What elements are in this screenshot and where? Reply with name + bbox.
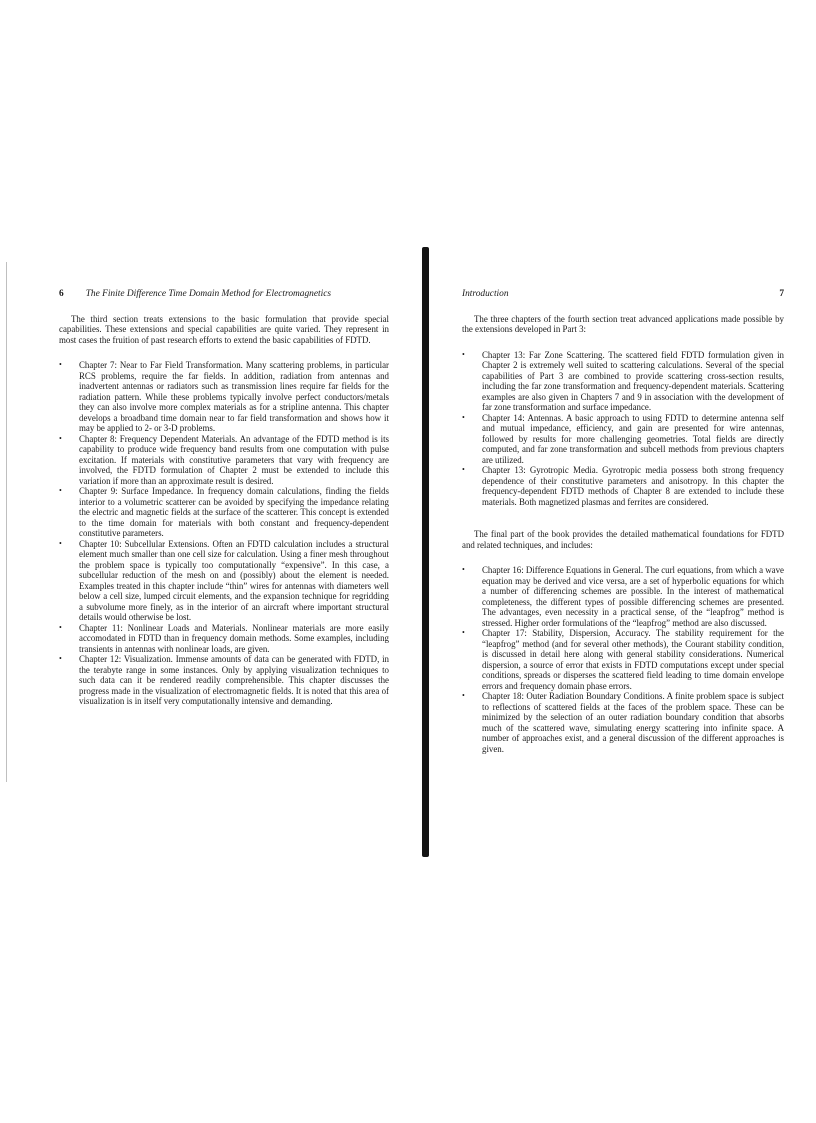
list-item: • Chapter 11: Nonlinear Loads and Materials. Nonlinear materials are more easily accomodated in FDTD than in frequency domain methods. Some examples, including transients in antennas with nonlinear loads, are given. [59,623,389,655]
list-item: • Chapter 18: Outer Radiation Boundary Conditions. A finite problem space is subject to reflections of scattered fields at the faces of the problem space. These can be minimized by the selection of an outer radiation boundary condition that absorbs much of the scattered wave, simulating energy scattering into infinite space. A number of approaches exist, and a general discussion of the different approaches is given. [462,691,784,754]
left-chapter-list [59,360,389,707]
list-item: • Chapter 13: Far Zone Scattering. The scattered field FDTD formulation given in Chapter 2 is extremely well suited to scattering calculations. Several of the special capabilities of Part 3 are combined to provide scattering cross-section results, including the far zone transformation and frequency-dependent materials. Scattering examples are also given in Chapters 7 and 9 in association with the development of far zone transformation and surface impedance. [462,350,784,413]
right-page-number: 7 [779,289,784,299]
list-item: • Chapter 8: Frequency Dependent Materials. An advantage of the FDTD method is its capability to produce wide frequency band results from one computation with pulse excitation. If materials with constitutive parameters that vary with frequency are involved, the FDTD formulation of Chapter 2 must be extended to include this variation if more than an approximate result is desired. [59,434,389,487]
left-running-header [59,289,389,300]
right-running-header [462,289,784,300]
list-item: • Chapter 12: Visualization. Immense amounts of data can be generated with FDTD, in the terabyte range in some instances. Only by applying visualization techniques to such data can it be rendered readily comprehensible. This chapter discusses the progress made in the visualization of electromagnetic fields. It is noted that this area of visualization is in itself very computationally intensive and demanding. [59,654,389,707]
list-item: • Chapter 7: Near to Far Field Transformation. Many scattering problems, in particular RCS problems, require the far fields. In addition, radiation from antennas and inadvertent antennas or radiators such as transmission lines require far fields for the radiation pattern. While these problems typically involve perfect conductors/metals they can also involve more complex materials as for a stripline antenna. This chapter develops a broadband time domain near to far field transformation and shows how it may be applied to 2- or 3-D problems. [59,360,389,434]
list-item: • Chapter 16: Difference Equations in General. The curl equations, from which a wave equation may be derived and vice versa, are a set of hyperbolic equations for which a number of differencing schemes are possible. In the interest of mathematical completeness, the different types of possible differencing schemes are presented. The advantages, even necessity in a practical sense, of the “leapfrog” method is stressed. Higher order formulations of the “leapfrog” method are also discussed. [462,565,784,628]
list-item: • Chapter 14: Antennas. A basic approach to using FDTD to determine antenna self and mutual impedance, efficiency, and gain are presented for wire antennas, followed by results for more challenging geometries. Total fields are directly computed, and far zone transformation and subcell methods from previous chapters are utilized. [462,413,784,466]
right-page [462,289,784,768]
left-page-number: 6 [59,289,64,299]
right-running-title: Introduction [462,289,509,299]
right-chapter-list [462,350,784,508]
list-item: • Chapter 10: Subcellular Extensions. Often an FDTD calculation includes a structural element much smaller than one cell size for calculation. Using a finer mesh throughout the problem space is typically too computationally “expensive”. In this case, a subcellular reduction of the mesh on and (possibly) about the element is needed. Examples treated in this chapter include “thin” wires for antennas with diameters well below a cell size, lumped circuit elements, and the expansion technique for regridding a subvolume more finely, as in the interior of an aircraft where important structural details would otherwise be lost. [59,539,389,623]
book-spine [422,247,429,857]
list-item: • Chapter 13: Gyrotropic Media. Gyrotropic media possess both strong frequency dependence of their constitutive parameters and anisotropy. In this chapter the frequency-dependent FDTD methods of Chapter 8 are extended to include these materials. Both magnetized plasmas and ferrites are considered. [462,465,784,507]
right-final-part-paragraph: The final part of the book provides the detailed mathematical foundations for FDTD and related techniques, and includes: [462,529,784,550]
left-intro-paragraph: The third section treats extensions to the basic formulation that provide special capabilities. These extensions and special capabilities are quite varied. They represent in most cases the fruition of past research efforts to extend the basic capabilities of FDTD. [59,313,389,345]
right-intro-paragraph: The three chapters of the fourth section treat advanced applications made possible by the extensions developed in Part 3: [462,313,784,334]
list-item: • Chapter 9: Surface Impedance. In frequency domain calculations, finding the fields interior to a volumetric scatterer can be avoided by specifying the impedance relating the electric and magnetic fields at the surface of the scatterer. This concept is extended to the time domain for materials with both constant and frequency-dependent constitutive parameters. [59,486,389,539]
list-item: • Chapter 17: Stability, Dispersion, Accuracy. The stability requirement for the “leapfrog” method (and for several other methods), the Courant stability condition, is discussed in detail here along with general stability considerations. Numerical dispersion, a source of error that exists in FDTD computations except under special conditions, spreads or disperses the scattered field leading to time domain envelope errors and frequency domain phase errors. [462,628,784,691]
right-foundations-list [462,565,784,754]
left-running-title: The Finite Difference Time Domain Method for Electromagnetics [85,289,332,299]
left-page [59,289,389,721]
scan-edge-line [6,262,7,782]
